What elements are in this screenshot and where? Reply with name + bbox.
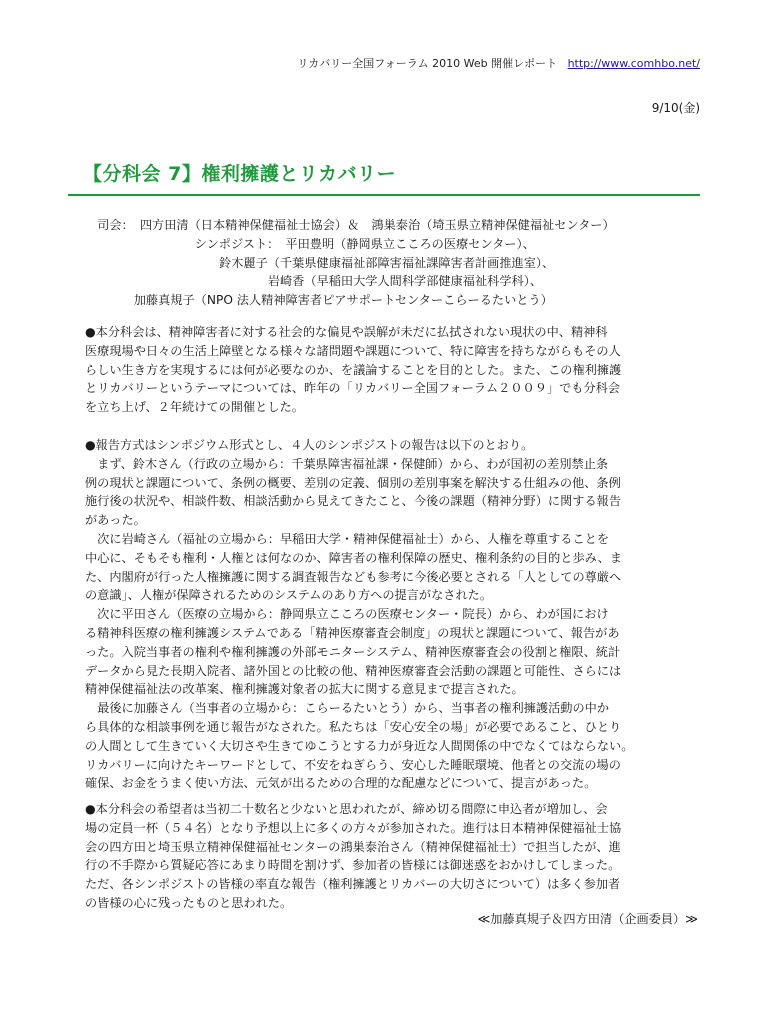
text-line: ●本分科会の希望者は当初二十数名と少ないと思われたが、締め切る間際に申込者が増加し、会 — [85, 802, 608, 816]
text-line: の人間として生きていく大切さや生きてゆこうとする力が身近な人間関係の中でなくてはならない。 — [85, 738, 634, 753]
text-line: ただ、各シンポジストの皆様の率直な報告（権利擁護とリカバーの大切さについて）は多く参加者 — [85, 877, 621, 892]
text-line: 施行後の状況や、相談件数、相談活動から見えてきたこと、今後の課題（精神分野）に関する報告 — [85, 494, 622, 509]
report-date: 9/10(金) — [651, 101, 700, 115]
text-line: 行の不手際から質疑応答にあまり時間を割けず、参加者の皆様には御迷惑をおかけしてしまった。 — [85, 858, 621, 873]
report-title: リカバリー全国フォーラム 2010 Web 開催レポート — [297, 57, 558, 70]
text-line: 精神保健福祉法の改革案、権利擁護対象者の拡大に関する意見まで提言された。 — [85, 682, 524, 697]
text-line: の皆様の心に残ったものと思われた。 — [85, 895, 293, 910]
text-line: る精神科医療の権利擁護システムである「精神医療審査会制度」の現状と課題について、報告があ — [85, 625, 620, 640]
text-line: データから見た長期入院者、諸外国との比較の他、精神医療審査会活動の課題と可能性、さらには — [85, 663, 622, 678]
site-link[interactable]: http://www.comhbo.net/ — [567, 57, 700, 70]
credits-line: 司会： 四方田清（日本精神保健福祉士協会）＆ 鴻巣泰治（埼玉県立精神保健福祉センター） — [85, 218, 615, 232]
text-line: リカバリーに向けたキーワードとして、不安をねぎらう、安心した睡眠環境、他者との交流の場の — [85, 757, 621, 772]
text-line: の意識」、人権が保障されるためのシステムのあり方への提言がなされた。 — [85, 588, 493, 603]
text-line: た、内閣府が行った人権擁護に関する調査報告なども参考に今後必要とされる「人としての尊厳へ — [85, 569, 622, 584]
credits-line: 鈴木麗子（千葉県健康福祉部障害福祉課障害者計画推進室）、 — [85, 255, 555, 270]
text-line: らしい生き方を実現するには何が必要なのか、を議論することを目的とした。また、この権利擁護 — [85, 362, 622, 377]
credits-line: 加藤真規子（NPO 法人精神障害者ピアサポートセンターこらーるたいとう） — [85, 293, 553, 308]
paragraph-summary — [85, 800, 715, 913]
text-line: った。入院当事者の権利や権利擁護の外部モニターシステム、精神医療審査会の役割と権限、統計 — [85, 644, 621, 659]
text-line: 例の現状と課題について、条例の概要、差別の定義、個別の差別事案を解決する仕組みの他、条例 — [85, 475, 621, 490]
text-line: 次に岩崎さん（福祉の立場から：早稲田大学・精神保健福祉士）から、人権を尊重することを — [85, 531, 610, 546]
author-signature: ≪加藤真規子＆四方田清（企画委員）≫ — [477, 912, 698, 926]
paragraph-purpose — [85, 323, 715, 417]
text-line: 会の四方田と埼玉県立精神保健福祉センターの鴻巣泰治さん（精神保健福祉士）で担当したが、進 — [85, 839, 621, 854]
text-line: まず、鈴木さん（行政の立場から：千葉県障害福祉課・保健師）から、わが国初の差別禁止条 — [85, 456, 609, 471]
page-title: 【分科会 7】権利擁護とリカバリー — [83, 163, 397, 185]
text-line: 場の定員一杯（５４名）となり予想以上に多くの方々が参加された。進行は日本精神保健福祉士協 — [85, 820, 622, 835]
text-line: 医療現場や日々の生活上障壁となる様々な諸問題や課題について、特に障害を持ちながらもその人 — [85, 343, 621, 358]
title-underline — [68, 194, 700, 196]
text-line: 最後に加藤さん（当事者の立場から：こらーるたいとう）から、当事者の権利擁護活動の中か — [85, 701, 610, 716]
text-line: ら具体的な相談事例を通じ報告がなされた。私たちは「安心安全の場」が必要であること、ひとり — [85, 719, 622, 734]
credits-block — [85, 216, 715, 310]
text-line: があった。 — [85, 513, 146, 528]
text-line: 確保、お金をうまく使い方法、元気が出るための合理的な配慮などについて、提言があった。 — [85, 776, 597, 791]
text-line: 次に平田さん（医療の立場から：静岡県立こころの医療センター・院長）から、わが国におけ — [85, 607, 609, 622]
text-line: とリカバリーというテーマについては、昨年の「リカバリー全国フォーラム２００９」でも分科会 — [85, 381, 621, 396]
text-line: ●報告方式はシンポジウム形式とし、４人のシンポジストの報告は以下のとおり。 — [85, 438, 534, 452]
credits-line: シンポジスト： 平田豊明（静岡県立こころの医療センター）、 — [85, 236, 535, 251]
text-line: 中心に、そもそも権利・人権とは何なのか、障害者の権利保障の歴史、権利条約の目的と歩み、ま — [85, 550, 622, 565]
text-line: を立ち上げ、２年続けての開催とした。 — [85, 400, 304, 415]
report-header — [297, 55, 700, 71]
paragraph-reports — [85, 436, 715, 793]
credits-line: 岩崎香（早稲田大学人間科学部健康福祉科学科）、 — [85, 274, 543, 289]
text-line: ●本分科会は、精神障害者に対する社会的な偏見や誤解が未だに払拭されない現状の中、精神科 — [85, 325, 608, 339]
